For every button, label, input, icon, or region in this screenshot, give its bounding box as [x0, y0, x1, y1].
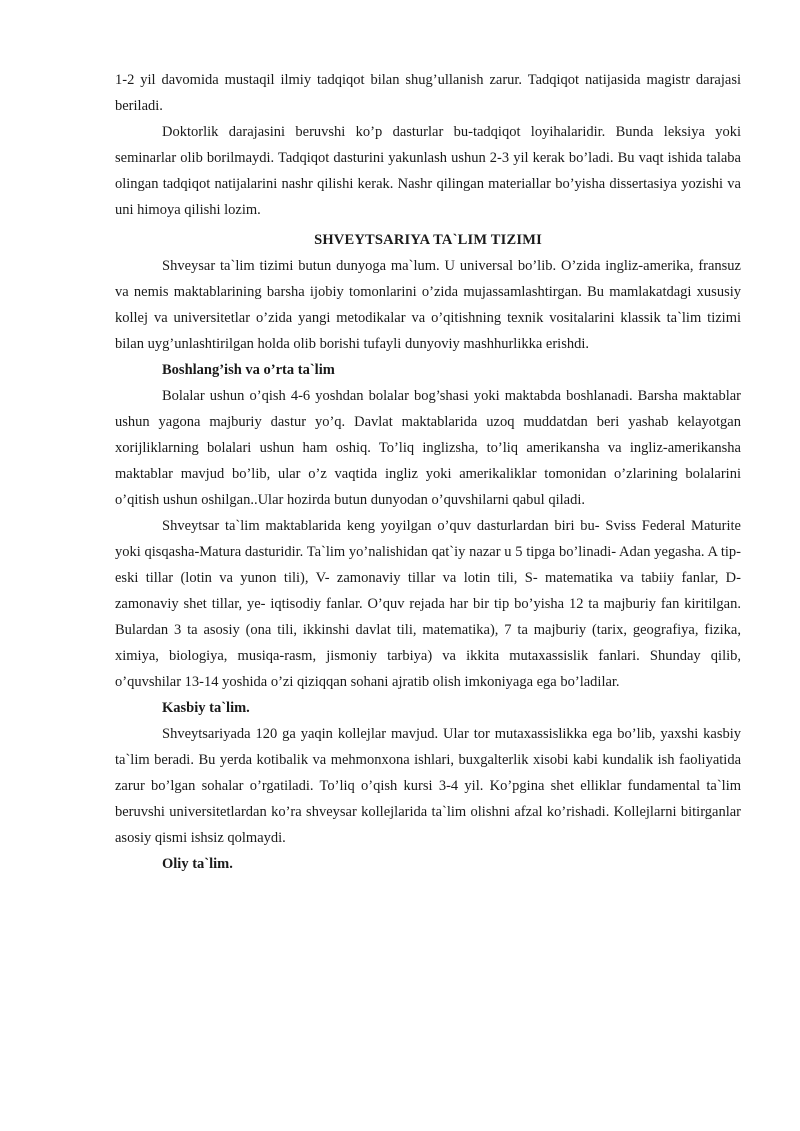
maturite-paragraph: Shveytsar ta`lim maktablarida keng yoyilgan o’quv dasturlardan biri bu- Sviss Federal Maturite yoki qisqasha-Matura dasturidir. Ta`lim yo’nalishidan qat`iy nazar u 5 tipga bo’linadi- Adan yegasha. A tip- eski tillar (lotin va yunon tili), V- zamonaviy tillar va lotin tili, S- matematika va tabiiy fanlar, D- zamonaviy shet tillar, ye- iqtisodiy fanlar. O’quv rejada har bir tip bo’yisha 12 ta majburiy fan kiritilgan. Bulardan 3 ta asosiy (ona tili, ikkinshi davlat tili, matematika), 7 ta majburiy (tarix, geografiya, fizika, ximiya, biologiya, musiqa-rasm, jismoniy tarbiya) va ikkita mutaxassislik fanlari. Shunday qilib, o’quvshilar 13-14 yoshida o’zi qiziqqan sohani ajratib olish imkoniyaga ega bo’ladilar.	[115, 518, 741, 690]
doctorate-paragraph: Doktorlik darajasini beruvshi ko’p dasturlar bu-tadqiqot loyihalaridir. Bunda leksiya yoki seminarlar olib borilmaydi. Tadqiqot dasturini yakunlash ushun 2-3 yil kerak bo’ladi. Bu vaqt ishida talaba olingan tadqiqot natijalarini nashr qilishi kerak. Nashr qilingan materiallar bo’yisha dissertasiya yozishi va uni himoya qilishi lozim.	[115, 124, 741, 218]
primary-secondary-heading: Boshlang’ish va o’rta ta`lim	[162, 362, 335, 378]
vocational-heading: Kasbiy ta`lim.	[162, 700, 250, 716]
higher-education-heading: Oliy ta`lim.	[162, 856, 233, 872]
intro-paragraph-end: 1-2 yil davomida mustaqil ilmiy tadqiqot bilan shug’ullanish zarur. Tadqiqot natijasida magistr darajasi beriladi.	[115, 72, 741, 114]
primary-paragraph: Bolalar ushun o’qish 4-6 yoshdan bolalar bog’shasi yoki maktabda boshlanadi. Barsha maktablar ushun yagona majburiy dastur yo’q. Davlat maktablarida uzoq muddatdan beri yashab kelayotgan xorijliklarning bolalari ushun ham oshiq. To’liq inglizsha, to’liq amerikansha va ingliz-amerikansha maktablar mavjud bo’lib, ular o’z vaqtida ingliz yoki amerikaliklar tomonidan o’zlarining bolalarini o’qitish ushun oshilgan..Ular hozirda butun dunyodan o’quvshilarni qabul qiladi.	[115, 388, 741, 508]
section-title: SHVEYTSARIYA TA`LIM TIZIMI	[314, 232, 542, 248]
swiss-intro-paragraph: Shveysar ta`lim tizimi butun dunyoga ma`lum. U universal bo’lib. O’zida ingliz-amerika, fransuz va nemis maktablarining barsha ijobiy tomonlarini o’zida mujassamlashtirgan. Bu mamlakatdagi xususiy kollej va universitetlar o’zida yangi metodikalar va o’qitishning texnik vositalarini klassik ta`lim tizimi bilan uyg’unlashtirilgan holda olib borishi tufayli dunyoviy mashhurlikka erishdi.	[115, 258, 741, 352]
document-page	[115, 67, 741, 877]
vocational-paragraph: Shveytsariyada 120 ga yaqin kollejlar mavjud. Ular tor mutaxassislikka ega bo’lib, yaxshi kasbiy ta`lim beradi. Bu yerda kotibalik va mehmonxona ishlari, buxgalterlik xisobi kabi kundalik ish faoliyatida zarur bo’lgan sohalar o’rgatiladi. To’liq o’qish kursi 3-4 yil. Ko’pgina shet elliklar fundamental ta`lim beruvshi universitetlardan ko’ra shveysar kollejlarida ta`lim olishni afzal ko’rishadi. Kollejlarni bitirganlar asosiy qismi ishsiz qolmaydi.	[115, 726, 741, 846]
